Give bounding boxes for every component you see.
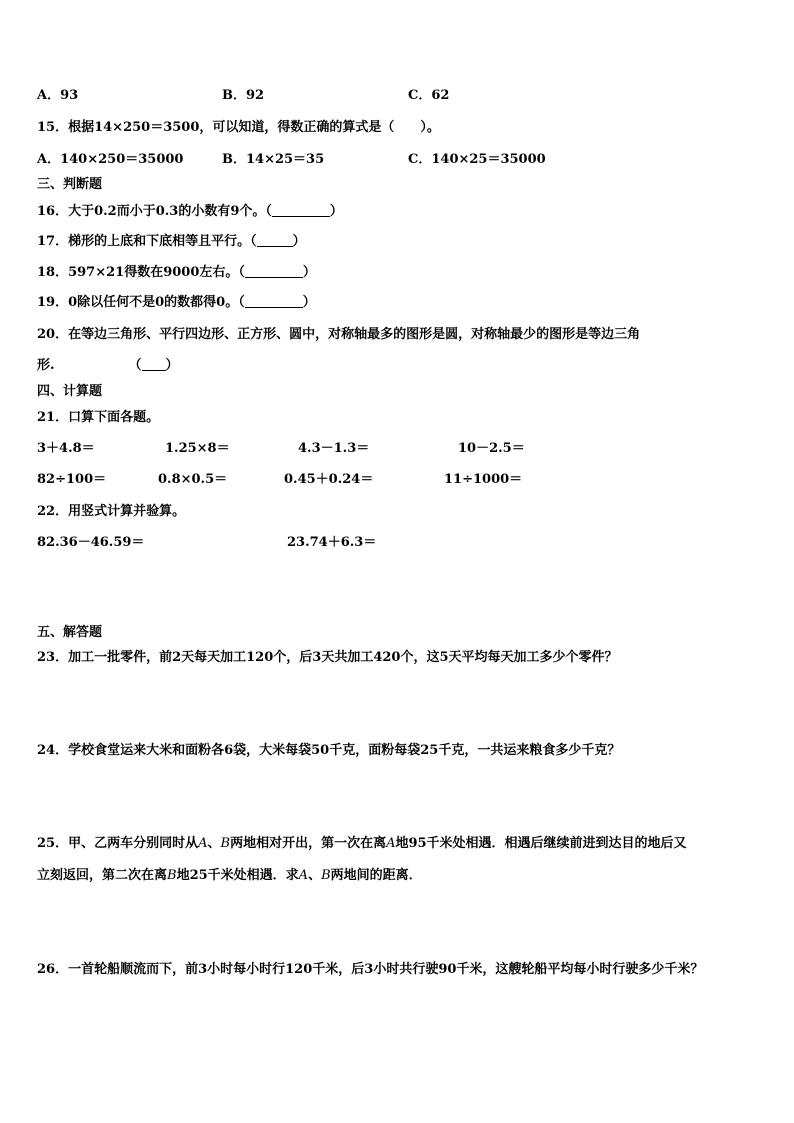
- q14-option-c: C．62: [408, 88, 450, 103]
- section-3-heading: 三、判断题: [37, 177, 103, 192]
- q21-stem: 21．口算下面各题。: [37, 410, 160, 425]
- q19: 19．0除以任何不是0的数都得0。（ ）: [37, 295, 316, 310]
- q20-answer-blank[interactable]: [142, 357, 166, 371]
- q18-answer-blank[interactable]: [245, 264, 303, 278]
- q21-item: 3＋4.8＝: [37, 441, 95, 456]
- q25-line-1: 25．甲、乙两车分别同时从A、B两地相对开出，第一次在离A地95千米处相遇．相遇后继续前进到达目的地后又: [37, 836, 687, 851]
- q22-stem: 22．用竖式计算并验算。: [37, 504, 186, 519]
- q23: 23．加工一批零件，前2天每天加工120个，后3天共加工420个，这5天平均每天加工多少个零件？: [37, 650, 618, 665]
- q15-option-c: C．140×25＝35000: [408, 152, 546, 167]
- section-4-heading: 四、计算题: [37, 384, 103, 399]
- q22-item: 82.36－46.59＝: [37, 535, 145, 550]
- q16-answer-blank[interactable]: [272, 203, 330, 217]
- q15-option-b: B．14×25＝35: [222, 152, 325, 167]
- q15-stem: 15．根据14×250＝3500，可以知道，得数正确的算式是（ ）。: [37, 120, 440, 135]
- q21-item: 82÷100＝: [37, 472, 107, 487]
- q21-item: 0.8×0.5＝: [158, 472, 228, 487]
- q17-text: 17．梯形的上底和下底相等且平行。: [37, 234, 251, 249]
- q16-text: 16．大于0.2而小于0.3的小数有9个。: [37, 204, 266, 219]
- q21-item: 1.25×8＝: [165, 441, 230, 456]
- section-5-heading: 五、解答题: [37, 625, 103, 640]
- q19-text: 19．0除以任何不是0的数都得0。: [37, 295, 239, 310]
- q17: 17．梯形的上底和下底相等且平行。（ ）: [37, 234, 306, 249]
- q21-item: 11÷1000＝: [444, 472, 523, 487]
- q24: 24．学校食堂运来大米和面粉各6袋，大米每袋50千克，面粉每袋25千克，一共运来粮食多少千克？: [37, 743, 621, 758]
- q21-item: 10－2.5＝: [458, 441, 525, 456]
- q21-item: 4.3－1.3＝: [298, 441, 370, 456]
- q17-answer-blank[interactable]: [257, 233, 293, 247]
- q19-answer-blank[interactable]: [245, 294, 303, 308]
- q22-item: 23.74＋6.3＝: [287, 535, 377, 550]
- q16: 16．大于0.2而小于0.3的小数有9个。（ ）: [37, 204, 343, 219]
- q14-option-a: A．93: [37, 88, 79, 103]
- q14-option-b: B．92: [222, 88, 265, 103]
- q20-line-2: 形. （ ）: [37, 358, 179, 373]
- q15-option-a: A．140×250＝35000: [37, 152, 184, 167]
- q25-line-2: 立刻返回，第二次在离B地25千米处相遇．求A、B两地间的距离．: [37, 868, 422, 883]
- q20-line-1: 20．在等边三角形、平行四边形、正方形、圆中，对称轴最多的图形是圆，对称轴最少的图形是等边三角: [37, 327, 641, 342]
- q18-text: 18．597×21得数在9000左右。: [37, 265, 239, 280]
- q18: 18．597×21得数在9000左右。（ ）: [37, 265, 316, 280]
- q26: 26．一首轮船顺流而下，前3小时每小时行120千米，后3小时共行驶90千米，这艘轮船平均每小时行驶多少千米？: [37, 962, 704, 977]
- q21-item: 0.45＋0.24＝: [284, 472, 374, 487]
